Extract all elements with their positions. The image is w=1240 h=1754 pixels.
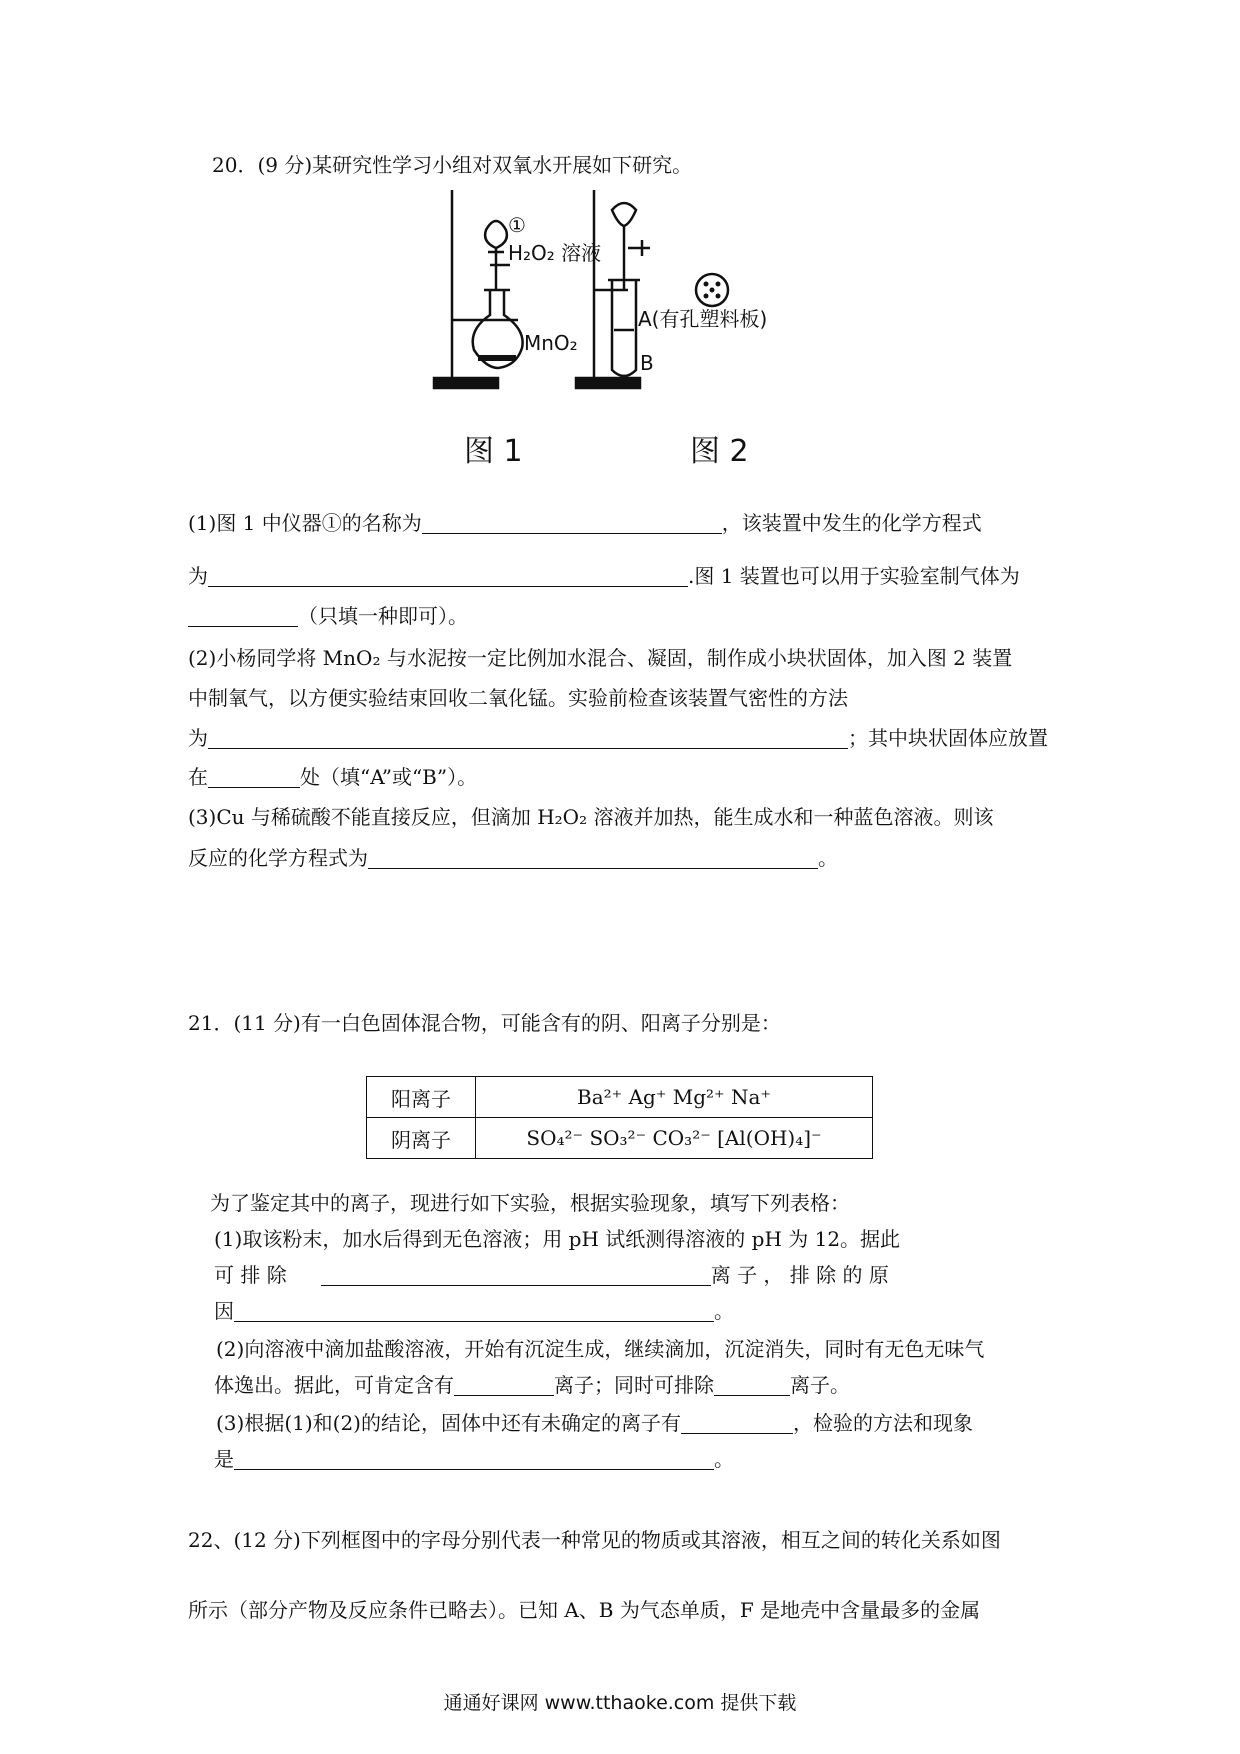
- q20-p1-text-a: (1)图 1 中仪器①的名称为: [188, 511, 422, 535]
- answer-blank[interactable]: [321, 1265, 711, 1286]
- q20-part2-line2: 中制氧气，以方便实验结束回收二氧化锰。实验前检查该装置气密性的方法: [188, 686, 848, 710]
- q22-line1: 22、(12 分)下列框图中的字母分别代表一种常见的物质或其溶液，相互之间的转化关系如图: [188, 1528, 1001, 1552]
- q21-p3-text-c: 是: [214, 1447, 234, 1471]
- answer-blank[interactable]: [188, 606, 298, 627]
- fig2-label-b: B: [640, 351, 654, 375]
- fig1-caption: 图 1: [464, 434, 523, 469]
- q21-p3-text-b: ，检验的方法和现象: [793, 1411, 973, 1435]
- answer-blank[interactable]: [714, 1375, 790, 1396]
- q21-part2-line1: (2)向溶液中滴加盐酸溶液，开始有沉淀生成，继续滴加，沉淀消失，同时有无色无味气: [216, 1337, 985, 1361]
- q20-p3-text-b: 反应的化学方程式为: [188, 846, 368, 870]
- q21-part1-line1: (1)取该粉末，加水后得到无色溶液；用 pH 试纸测得溶液的 pH 为 12。据此: [214, 1227, 901, 1251]
- q21-p1-text-b: 可 排 除: [214, 1263, 287, 1287]
- table-row: [367, 1077, 873, 1118]
- q22-line2: 所示（部分产物及反应条件已略去）。已知 A、B 为气态单质，F 是地壳中含量最多的金属: [188, 1598, 981, 1622]
- fig1-mno2-label: MnO₂: [524, 331, 578, 355]
- q20-p2-text-e: 在: [188, 765, 208, 789]
- q21-p1-text-e: 。: [714, 1299, 734, 1323]
- q20-part1-line3: [188, 603, 468, 629]
- apparatus-figure: [428, 190, 868, 490]
- q20-p1-text-c: 为: [188, 564, 208, 588]
- answer-blank[interactable]: [422, 513, 722, 534]
- q21-p2-text-d: 离子。: [790, 1373, 850, 1397]
- q20-part2-line4: [188, 764, 477, 790]
- answer-blank[interactable]: [681, 1413, 793, 1434]
- q20-part3-line1: (3)Cu 与稀硫酸不能直接反应，但滴加 H₂O₂ 溶液并加热，能生成水和一种蓝色溶液。则该: [188, 805, 994, 829]
- footer-text: 通通好课网 www.tthaoke.com 提供下载: [443, 1692, 797, 1714]
- answer-blank[interactable]: [208, 767, 300, 788]
- fig2-label-a: A(有孔塑料板): [638, 307, 768, 331]
- q20-p1-text-d: .图 1 装置也可以用于实验室制气体为: [688, 564, 1020, 588]
- q21-title: 21．(11 分)有一白色固体混合物，可能含有的阴、阳离子分别是：: [188, 1011, 781, 1035]
- q20-p2-text-f: 处（填“A”或“B”）。: [300, 765, 478, 789]
- answer-blank[interactable]: [234, 1449, 714, 1470]
- answer-blank[interactable]: [234, 1301, 714, 1322]
- q21-part3-line1: [216, 1410, 973, 1436]
- q20-p1-text-e: （只填一种即可）。: [298, 604, 468, 628]
- anion-values: SO₄²⁻ SO₃²⁻ CO₃²⁻ [Al(OH)₄]⁻: [476, 1118, 873, 1159]
- q21-part1-line2: [214, 1262, 889, 1288]
- fig1-label-1: ①: [508, 213, 526, 237]
- fig2-caption: 图 2: [690, 434, 749, 469]
- q21-part1-line3: [214, 1298, 734, 1324]
- answer-blank[interactable]: [368, 848, 818, 869]
- answer-blank[interactable]: [454, 1375, 554, 1396]
- q21-p3-text-d: 。: [714, 1447, 734, 1471]
- fig1-h2o2-label: H₂O₂ 溶液: [508, 241, 602, 265]
- cation-values: Ba²⁺ Ag⁺ Mg²⁺ Na⁺: [476, 1077, 873, 1118]
- q20-part2-line3: [188, 725, 1048, 751]
- q20-p3-text-c: 。: [818, 846, 838, 870]
- q20-p2-text-c: 为: [188, 726, 208, 750]
- q20-part3-line2: [188, 845, 838, 871]
- q21-p2-text-b: 体逸出。据此，可肯定含有: [214, 1373, 454, 1397]
- q21-part3-line2: [214, 1446, 734, 1472]
- q20-p1-text-b: ，该装置中发生的化学方程式: [721, 511, 982, 535]
- answer-blank[interactable]: [208, 728, 848, 749]
- q20-part2-line1: (2)小杨同学将 MnO₂ 与水泥按一定比例加水混合、凝固，制作成小块状固体，加入图 2 装置: [188, 646, 1013, 670]
- answer-blank[interactable]: [208, 566, 688, 587]
- q20-title: 20．(9 分)某研究性学习小组对双氧水开展如下研究。: [212, 153, 693, 177]
- q20-part1-line1: [188, 510, 982, 536]
- table-row: [367, 1118, 873, 1159]
- q21-p3-text-a: (3)根据(1)和(2)的结论，固体中还有未确定的离子有: [216, 1411, 681, 1435]
- q21-intro: 为了鉴定其中的离子，现进行如下实验，根据实验现象，填写下列表格：: [210, 1191, 850, 1215]
- q21-p2-text-c: 离子；同时可排除: [554, 1373, 714, 1397]
- q21-p1-text-d: 因: [214, 1299, 234, 1323]
- anion-header: 阴离子: [367, 1118, 476, 1159]
- cation-header: 阳离子: [367, 1077, 476, 1118]
- q20-part1-line2: [188, 563, 1020, 589]
- q20-p2-text-d: ；其中块状固体应放置: [848, 726, 1048, 750]
- ion-table: [366, 1076, 873, 1159]
- q21-p1-text-c: 离 子 ， 排 除 的 原: [710, 1263, 889, 1287]
- q21-part2-line2: [214, 1372, 850, 1398]
